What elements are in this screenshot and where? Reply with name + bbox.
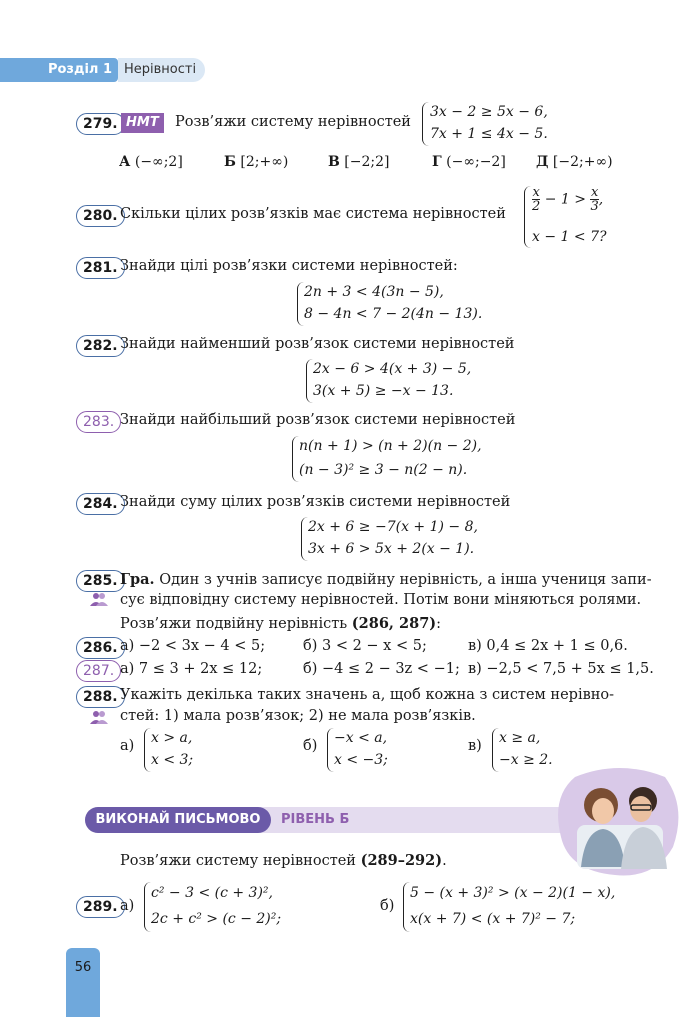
- problem-text: Гра. Один з учнів записує подвійну нерівність, а інша учениця запи-: [120, 571, 652, 588]
- problem-part: б) −4 ≤ 2 − 3z < −1;: [303, 661, 460, 677]
- problem-part: а) −2 < 3x − 4 < 5;: [120, 638, 266, 654]
- system-line: 3x − 2 ≥ 5x − 6,: [430, 104, 548, 120]
- part-label: в): [468, 738, 482, 754]
- problem-part: в) −2,5 < 7,5 + 5x ≤ 1,5.: [468, 661, 654, 677]
- problem-number: 289.: [76, 896, 125, 918]
- system-brace: [403, 882, 410, 932]
- system-line: 2n + 3 < 4(3n − 5),: [304, 284, 444, 300]
- problem-text: Знайди суму цілих розв’язків системи нерівностей: [120, 494, 511, 510]
- problem-number: 286.: [76, 637, 125, 659]
- problem-part: б) 3 < 2 − x < 5;: [303, 638, 427, 654]
- system-line: x > a,: [151, 730, 193, 746]
- problem-number: 284.: [76, 493, 125, 515]
- system-line: 3x + 6 > 5x + 2(x − 1).: [308, 541, 475, 557]
- system-brace: [292, 436, 299, 482]
- system-line: 5 − (x + 3)² > (x − 2)(1 − x),: [410, 885, 616, 901]
- section-title: Нерівності: [118, 58, 205, 82]
- system-line: 2x + 6 ≥ −7(x + 1) − 8,: [308, 519, 478, 535]
- system-line: 3(x + 5) ≥ −x − 13.: [313, 383, 454, 399]
- option-key: В: [328, 154, 340, 170]
- answer-options: [119, 154, 619, 176]
- system: [151, 727, 193, 771]
- option-key: Б: [224, 154, 236, 170]
- problem-text: Скільки цілих розв’язків має система нерівностей: [120, 206, 506, 222]
- problem-number: 285.: [76, 570, 125, 592]
- system: [304, 281, 482, 325]
- system-brace: [297, 282, 304, 326]
- system-line: x ≥ a,: [499, 730, 541, 746]
- system-brace: [524, 186, 531, 248]
- system: [499, 727, 553, 771]
- system: [410, 880, 615, 932]
- system: [334, 727, 388, 771]
- option-value: (−∞;2]: [134, 154, 183, 170]
- problem-text: Знайди найбільший розв’язок системи нерівностей: [120, 412, 516, 428]
- system-line: 8 − 4n < 7 − 2(4n − 13).: [304, 306, 483, 322]
- problem-number: 288.: [76, 686, 125, 708]
- system-line: x < −3;: [334, 752, 388, 768]
- problem-text: Знайди найменший розв’язок системи нерівностей: [120, 336, 515, 352]
- nmt-badge: НМТ: [121, 113, 164, 133]
- problem-text: сує відповідну систему нерівностей. Потім вони міняються ролями.: [120, 592, 642, 608]
- system-brace: [144, 728, 151, 772]
- option-key: Д: [536, 154, 549, 170]
- system-line: x − 1 < 7?: [532, 229, 607, 245]
- system: [430, 101, 548, 145]
- problem-part: а) 7 ≤ 3 + 2x ≤ 12;: [120, 661, 263, 677]
- system-line: n(n + 1) > (n + 2)(n − 2),: [299, 438, 482, 454]
- system-line: $\frac{x}{2}$ − 1 > $\frac{x}{3}$ ,: [532, 185, 604, 214]
- system-line: 7x + 1 ≤ 4x − 5.: [430, 126, 548, 142]
- system-brace: [301, 517, 308, 561]
- part-label: б): [380, 898, 395, 914]
- instruction-text: Розв’яжи систему нерівностей (289–292).: [120, 852, 447, 869]
- problem-number: 282.: [76, 335, 125, 357]
- system-line: −x < a,: [334, 730, 388, 746]
- pair-work-icon: [88, 710, 110, 724]
- banner-right: РІВЕНЬ Б: [281, 812, 350, 827]
- problem-number: 279.: [76, 113, 125, 135]
- system-line: −x ≥ 2.: [499, 752, 553, 768]
- part-label: а): [120, 898, 135, 914]
- students-photo: [555, 767, 683, 879]
- option-value: [2;+∞): [240, 154, 289, 170]
- system-line: 2x − 6 > 4(x + 3) − 5,: [313, 361, 472, 377]
- section-banner: [85, 807, 595, 833]
- banner-left: ВИКОНАЙ ПИСЬМОВО: [85, 807, 271, 833]
- part-label: б): [303, 738, 318, 754]
- problem-text: Знайди цілі розв’язки системи нерівностей:: [120, 258, 458, 274]
- problem-text: Розв’яжи систему нерівностей: [175, 114, 411, 130]
- system-brace: [422, 102, 429, 146]
- option-key: Г: [432, 154, 442, 170]
- problem-text: Укажіть декілька таких значень a, щоб кожна з систем нерівно-: [120, 687, 615, 703]
- system-line: (n − 3)² ≥ 3 − n(2 − n).: [299, 462, 468, 478]
- problem-number: 280.: [76, 205, 125, 227]
- option-value: [−2;+∞): [552, 154, 613, 170]
- system: [313, 358, 471, 402]
- system-line: x < 3;: [151, 752, 194, 768]
- section-label: Розділ 1: [0, 58, 118, 82]
- pair-work-icon: [88, 592, 110, 606]
- instruction-text: Розв’яжи подвійну нерівність (286, 287):: [120, 615, 442, 632]
- problem-number: 283.: [76, 411, 121, 433]
- system-line: x(x + 7) < (x + 7)² − 7;: [410, 911, 576, 927]
- system: [299, 435, 482, 481]
- problem-part: в) 0,4 ≤ 2x + 1 ≤ 0,6.: [468, 638, 628, 654]
- system-brace: [327, 728, 334, 772]
- system-brace: [144, 882, 151, 932]
- option-value: (−∞;−2]: [446, 154, 506, 170]
- section-header: [0, 58, 205, 82]
- option-key: А: [119, 154, 131, 170]
- page-number: 56: [66, 948, 100, 1017]
- option-value: [−2;2]: [344, 154, 390, 170]
- system-line: c² − 3 < (c + 3)²,: [151, 885, 273, 901]
- system-brace: [492, 728, 499, 772]
- system: [151, 880, 281, 932]
- problem-number: 281.: [76, 257, 125, 279]
- system-brace: [306, 359, 313, 403]
- system-line: 2c + c² > (c − 2)²;: [151, 911, 282, 927]
- system: [308, 516, 478, 560]
- problem-text: стей: 1) мала розв’язок; 2) не мала розв’язків.: [120, 708, 476, 724]
- problem-number: 287.: [76, 660, 121, 682]
- part-label: а): [120, 738, 135, 754]
- game-label: Гра.: [120, 571, 155, 588]
